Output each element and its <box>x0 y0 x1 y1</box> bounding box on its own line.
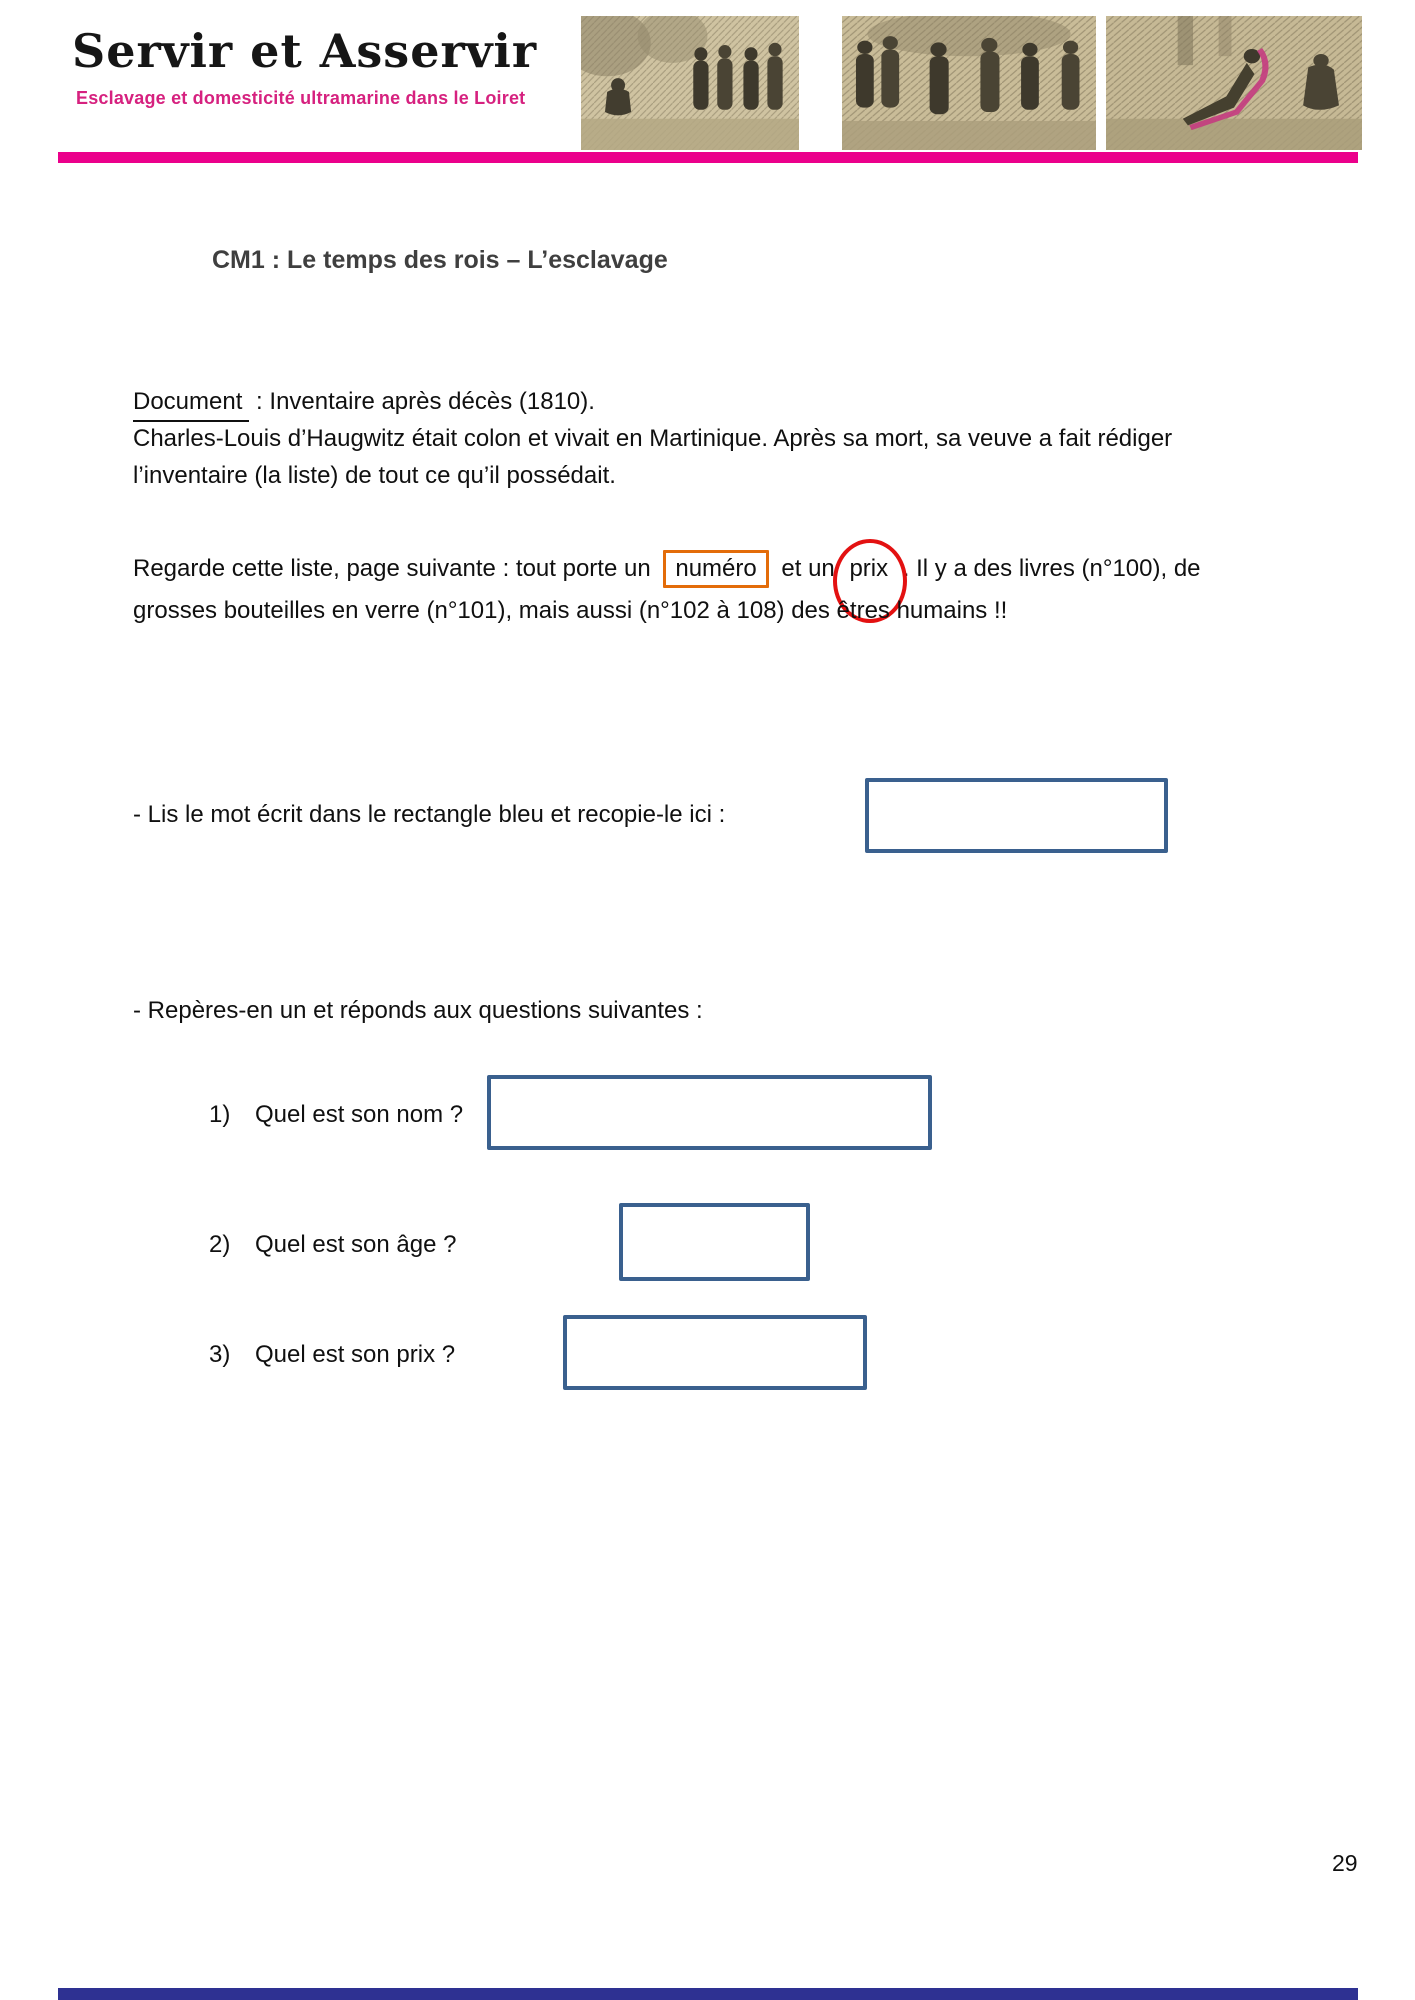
brand-subtitle: Esclavage et domesticité ultramarine dans le Loiret <box>76 88 526 108</box>
question-1 <box>209 1097 463 1133</box>
question-2 <box>209 1227 456 1263</box>
document-intro-line-1 <box>133 384 595 422</box>
header-magenta-divider <box>58 152 1358 163</box>
brand-title: Servir et Asservir <box>72 24 538 78</box>
question-2-answer-box[interactable] <box>619 1203 810 1281</box>
copy-task-instruction: - Lis le mot écrit dans le rectangle bleu et recopie-le ici : <box>133 801 726 828</box>
highlight-box-numero: numéro <box>663 550 768 588</box>
question-3-answer-box[interactable] <box>563 1315 867 1390</box>
question-3-text: Quel est son prix ? <box>255 1341 456 1368</box>
document-label: Document <box>133 384 249 422</box>
question-3-number: 3) <box>209 1341 231 1368</box>
question-1-number: 1) <box>209 1101 231 1128</box>
instruction-line-2: grosses bouteilles en verre (n°101), mais aussi (n°102 à 108) des êtres humains !! <box>133 597 1008 624</box>
question-2-text: Quel est son âge ? <box>255 1231 457 1258</box>
instruction-line-1 <box>133 550 1201 588</box>
question-1-text: Quel est son nom ? <box>255 1101 464 1128</box>
engraving-image-1 <box>581 16 799 150</box>
questions-task-instruction: - Repères-en un et réponds aux questions suivantes : <box>133 997 703 1024</box>
page-title: CM1 : Le temps des rois – L’esclavage <box>212 246 668 274</box>
document-label-rest: : Inventaire après décès (1810). <box>249 388 595 415</box>
copy-answer-box[interactable] <box>865 778 1168 853</box>
instruction-text-2: et un <box>781 555 835 582</box>
question-3 <box>209 1337 455 1373</box>
engraving-image-2 <box>842 16 1096 150</box>
engraving-image-3 <box>1106 16 1362 150</box>
question-1-answer-box[interactable] <box>487 1075 932 1150</box>
instruction-text-3: . Il y a des livres (n°100), de <box>902 555 1201 582</box>
page-number: 29 <box>1332 1850 1358 1876</box>
document-intro-line-2: Charles-Louis d’Haugwitz était colon et vivait en Martinique. Après sa mort, sa veuve a fait rédiger <box>133 425 1173 452</box>
question-2-number: 2) <box>209 1231 231 1258</box>
highlight-circle-prix: prix <box>849 551 888 587</box>
footer-blue-divider <box>58 1988 1358 2000</box>
document-intro-line-3: l’inventaire (la liste) de tout ce qu’il possédait. <box>133 462 616 489</box>
instruction-text-1: Regarde cette liste, page suivante : tout porte un <box>133 555 651 582</box>
